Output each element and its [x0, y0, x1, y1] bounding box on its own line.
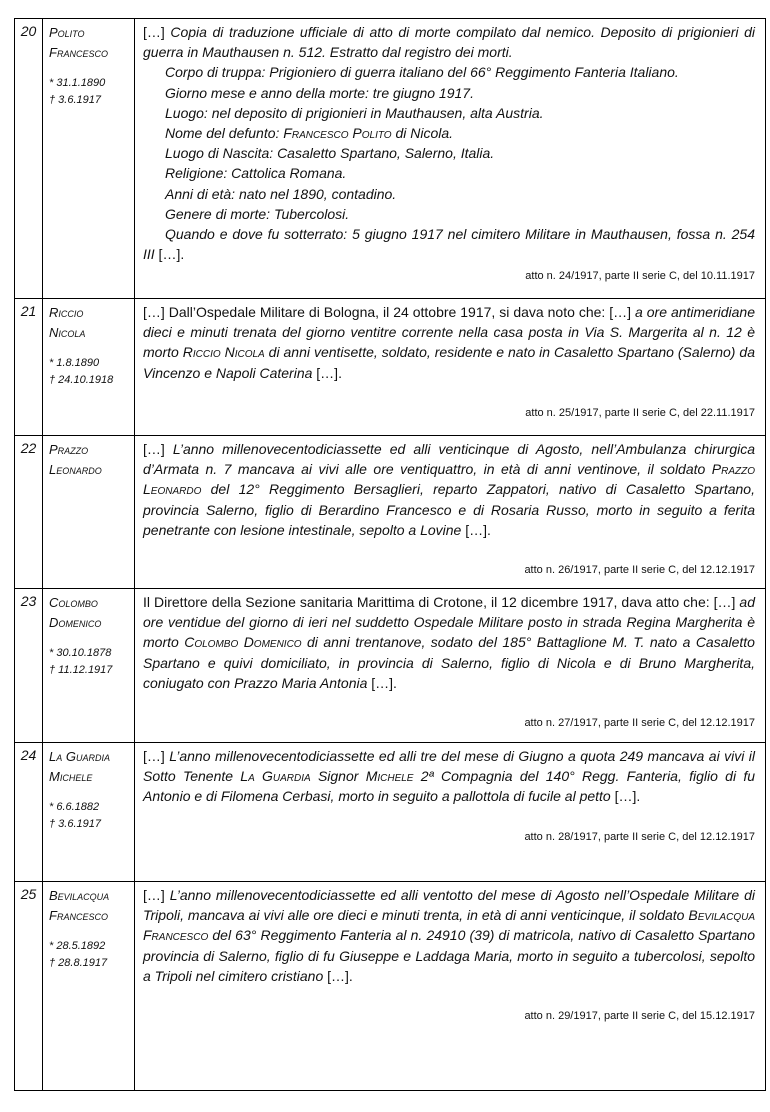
record-paragraph: […] Dall’Ospedale Militare di Bologna, il 24 ottobre 1917, si dava noto che: […] a ore antimeridiane dieci e minuti trenata del giorno ventitre corrente nella casa posta in Via S. Margerita al n. 12 è morto Riccio Nicola di anni ventisette, soldato, residente e nato in Casaletto Spartano (Salerno) da Vincenzo e Napoli Caterina […]. — [143, 304, 755, 381]
birth-date: * 31.1.1890 — [49, 77, 106, 89]
life-dates — [49, 799, 128, 833]
record-text — [135, 436, 766, 589]
birth-date: * 30.10.1878 — [49, 647, 112, 659]
table-row — [15, 882, 766, 1091]
birth-date: * 28.5.1892 — [49, 940, 106, 952]
death-date: † 3.6.1917 — [49, 818, 101, 830]
entry-number: 24 — [15, 743, 43, 882]
table-row — [15, 743, 766, 882]
name-cell — [43, 19, 135, 299]
record-paragraph: […] L’anno millenovecentodiciassette ed alli ventotto del mese di Agosto nell’Ospedale Militare di Tripoli, mancava ai vivi alle ore dieci e minuti trenta, in età di anni venticinque, il soldato Bevilacqua Francesco del 63° Reggimento Fanteria al n. 24910 (39) di matricola, nativo di Casaletto Spartano provincia di Salerno, figlio di fu Giuseppe e Laddaga Maria, morto in seguito a tubercolosi, sepolto a Tripoli nel cimitero cristiano […]. — [143, 887, 755, 984]
surname: Bevilacqua — [49, 888, 110, 903]
surname: Polito — [49, 25, 85, 40]
birth-date: * 6.6.1882 — [49, 801, 100, 813]
act-reference: atto n. 25/1917, parte II serie C, del 22.11.1917 — [525, 406, 755, 419]
death-date: † 24.10.1918 — [49, 374, 114, 386]
act-reference: atto n. 27/1917, parte II serie C, del 12.12.1917 — [524, 717, 755, 730]
act-reference: atto n. 28/1917, parte II serie C, del 12.12.1917 — [524, 830, 755, 843]
record-text — [135, 743, 766, 882]
record-paragraph: […] Copia di traduzione ufficiale di atto di morte compilato dal nemico. Deposito di prigionieri di guerra in Mauthausen n. 512. Estratto dal registro dei morti. — [143, 24, 755, 61]
record-line: Corpo di truppa: Prigioniero di guerra italiano del 66° Reggimento Fanteria Italiano. — [165, 64, 679, 81]
table-row — [15, 436, 766, 589]
entry-number: 20 — [15, 19, 43, 299]
given-name: Michele — [49, 769, 93, 784]
document-page — [14, 18, 766, 1091]
given-name: Leonardo — [49, 462, 102, 477]
entry-number: 23 — [15, 589, 43, 743]
surname: Prazzo — [49, 442, 89, 457]
name-cell — [43, 743, 135, 882]
given-name: Nicola — [49, 325, 86, 340]
death-date: † 11.12.1917 — [49, 664, 113, 676]
table-row — [15, 299, 766, 436]
record-paragraph: […] L’anno millenovecentodiciassette ed alli tre del mese di Giugno a quota 249 mancava ai vivi il Sotto Tenente La Guardia Signor Michele 2ª Compagnia del 140° Regg. Fanteria, figlio di fu Antonio e di Filomena Cerbasi, morto in seguito a pallottola di fucile al petto […]. — [143, 748, 756, 805]
record-paragraph: Il Direttore della Sezione sanitaria Marittima di Crotone, il 12 dicembre 1917, dava atto che: […] ad ore ventidue del giorno di ieri nel suddetto Ospedale Militare posto in strada Regina Margherita è morto Colombo Domenico di anni trentanove, sodato del 185° Battaglione M. T. nato a Casaletto Spartano e quivi domiciliato, in provincia di Salerno, figlio di Nicola e di Bruno Margherita, coniugato con Prazzo Maria Antonia […]. — [143, 594, 755, 691]
act-reference: atto n. 24/1917, parte II serie C, del 10.11.1917 — [525, 270, 755, 283]
act-reference: atto n. 26/1917, parte II serie C, del 12.12.1917 — [524, 564, 755, 577]
record-line: Nome del defunto: Francesco Polito di Nicola. — [165, 125, 454, 142]
record-text — [135, 299, 766, 436]
surname: La Guardia — [49, 749, 110, 764]
death-date: † 3.6.1917 — [49, 94, 101, 106]
record-text — [135, 589, 766, 743]
surname: Colombo — [49, 595, 98, 610]
given-name: Domenico — [49, 615, 102, 630]
name-cell — [43, 299, 135, 436]
act-reference: atto n. 29/1917, parte II serie C, del 15.12.1917 — [524, 1010, 755, 1023]
life-dates — [49, 75, 128, 109]
record-line: Luogo: nel deposito di prigionieri in Mauthausen, alta Austria. — [165, 104, 544, 121]
record-paragraph: […] L’anno millenovecentodiciassette ed alli venticinque di Agosto, nell’Ambulanza chirurgica d’Armata n. 7 mancava ai vivi alle ore ventiquattro, in età di anni ventinove, il soldato Prazzo Leonardo del 12° Reggimento Bersaglieri, reparto Zappatori, nativo di Casaletto Spartano, provincia Salerno, figlio di Berardino Francesco e di Rosaria Russo, morto in seguito a ferita penetrante con lesione intestinale, sepolto a Lovine […]. — [143, 441, 755, 538]
record-line: Religione: Cattolica Romana. — [165, 165, 347, 182]
record-line: Giorno mese e anno della morte: tre giugno 1917. — [165, 84, 474, 101]
birth-date: * 1.8.1890 — [49, 357, 100, 369]
name-cell — [43, 882, 135, 1091]
record-line: Luogo di Nascita: Casaletto Spartano, Salerno, Italia. — [165, 145, 495, 162]
record-text — [135, 19, 766, 299]
life-dates — [49, 355, 128, 389]
name-cell — [43, 436, 135, 589]
record-line: Anni di età: nato nel 1890, contadino. — [165, 185, 397, 202]
entry-number: 25 — [15, 882, 43, 1091]
record-line: Genere di morte: Tubercolosi. — [165, 205, 350, 222]
entry-number: 21 — [15, 299, 43, 436]
given-name: Francesco — [49, 45, 108, 60]
table-row — [15, 589, 766, 743]
given-name: Francesco — [49, 908, 108, 923]
entry-number: 22 — [15, 436, 43, 589]
life-dates — [49, 938, 128, 972]
life-dates — [49, 645, 128, 679]
records-table — [14, 18, 766, 1091]
surname: Riccio — [49, 305, 84, 320]
name-cell — [43, 589, 135, 743]
record-line: Quando e dove fu sotterrato: 5 giugno 1917 nel cimitero Militare in Mauthausen, fossa n. 254 III […]. — [143, 226, 755, 263]
record-text — [135, 882, 766, 1091]
table-row — [15, 19, 766, 299]
death-date: † 28.8.1917 — [49, 957, 108, 969]
